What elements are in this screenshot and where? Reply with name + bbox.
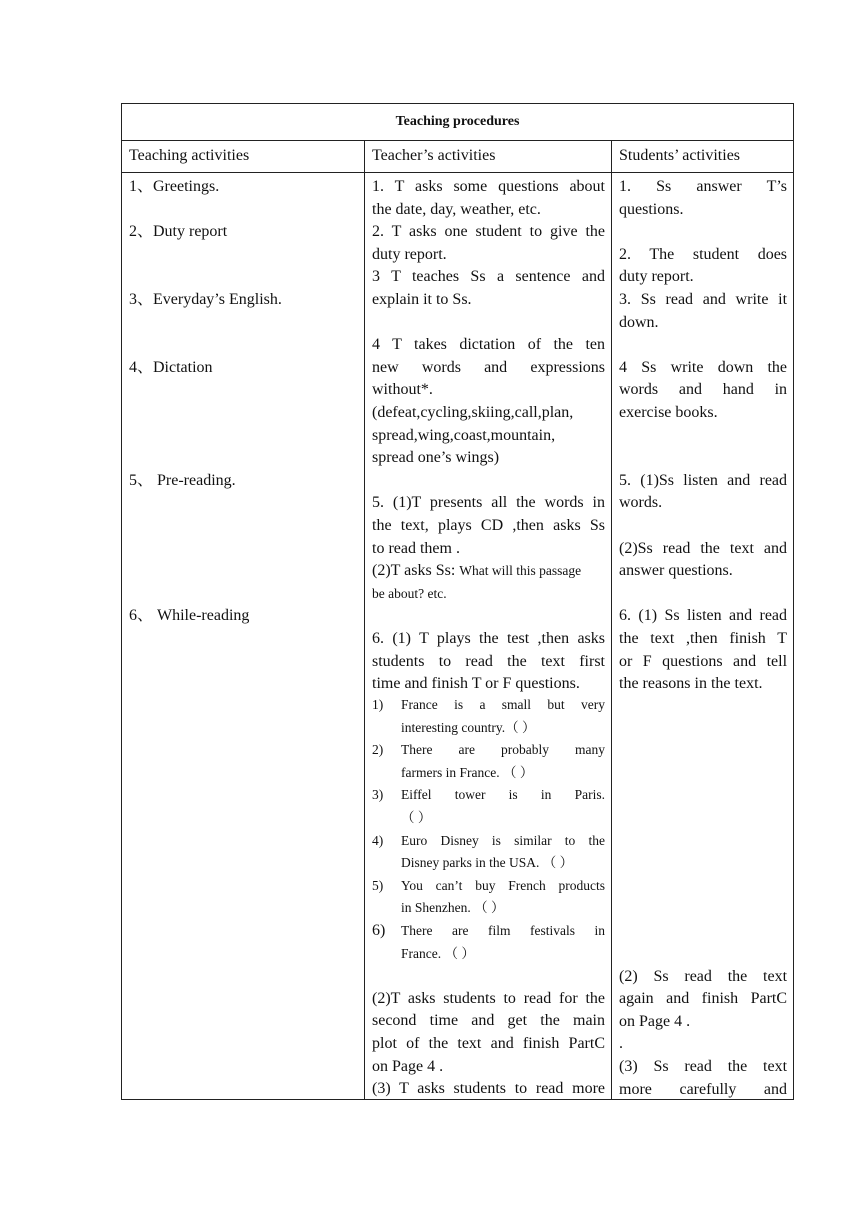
teacher-line-part: (2)T asks Ss: [372,562,460,580]
step-everydays-english: 3、Everyday’s English. [129,291,282,308]
teacher-question-line [372,560,605,583]
teacher-line: time and finish T or F questions. [372,675,580,693]
student-line: words and hand in [619,381,788,399]
teacher-line: the text, plays CD ,then asks Ss [372,517,605,534]
tf-text: Euro Disney is similar to the [401,832,605,848]
tf-number: 4) [372,832,384,848]
teacher-line: on Page 4 . [372,1057,444,1075]
teacher-line: be about? etc. [372,585,447,601]
step-dictation: 4、Dictation [129,359,213,376]
teacher-line: plot of the text and finish PartC [372,1035,605,1052]
teacher-line: students to read the text first [372,652,605,670]
teachers-activities-column [365,173,612,1100]
teacher-line: to read them . [372,539,460,557]
teacher-line: second time and get the main [372,1012,605,1030]
teacher-line: duty report. [372,245,447,263]
student-line: 3. Ss read and write it [619,291,788,308]
teacher-line: spread one’s wings) [372,449,500,467]
step-greetings: 1、Greetings. [129,178,220,195]
student-line: the reasons in the text. [619,675,763,693]
step-while-reading: 6、 While-reading [129,607,250,624]
student-line: 4 Ss write down the [619,358,788,376]
header-students-activities: Students’ activities [612,141,794,173]
teacher-line: 6. (1) T plays the test ,then asks [372,630,605,647]
student-line: on Page 4 . [619,1012,691,1030]
tf-text: interesting country.（ ） [401,719,536,735]
tf-number: 5) [372,877,384,893]
teacher-line: 1. T asks some questions about [372,178,605,195]
teacher-line-part: What will this passage [459,563,582,579]
student-line: questions. [619,200,684,218]
header-teachers-activities: Teacher’s activities [365,141,612,173]
tf-text: Eiffel tower is in Paris. [401,787,605,803]
student-line: exercise books. [619,404,718,421]
student-line: down. [619,313,659,331]
teacher-line: 2. T asks one student to give the [372,223,605,241]
teacher-line: 4 T takes dictation of the ten [372,336,605,354]
teaching-procedures-sheet [121,103,793,1100]
student-line: 1. Ss answer T’s [619,178,788,195]
student-line: (3) Ss read the text [619,1058,788,1075]
teacher-line: the date, day, weather, etc. [372,200,541,218]
teacher-line: explain it to Ss. [372,291,472,308]
students-activities-column [612,173,794,1100]
student-line: answer questions. [619,562,733,580]
table-title: Teaching procedures [122,104,794,141]
teacher-line: (2)T asks students to read for the [372,989,605,1007]
student-line: more carefully and [619,1080,788,1098]
teacher-line: spread,wing,coast,mountain, [372,426,556,444]
tf-text: There are film festivals in [401,923,605,938]
student-line: (2) Ss read the text [619,967,788,985]
tf-text: There are probably many [401,742,605,758]
teacher-line: (defeat,cycling,skiing,call,plan, [372,404,574,421]
teacher-line: without*. [372,381,433,399]
teaching-procedures-table [121,103,794,1100]
teacher-line: 3 T teaches Ss a sentence and [372,268,605,286]
tf-text: France is a small but very [401,697,605,712]
student-line: words. [619,494,663,512]
step-duty-report: 2、Duty report [129,223,228,240]
teacher-line: new words and expressions [372,358,605,376]
student-line: 5. (1)Ss listen and read [619,471,788,489]
student-line: again and finish PartC [619,990,788,1008]
header-teaching-activities: Teaching activities [122,141,365,173]
student-line: 2. The student does [619,245,788,263]
tf-text: Disney parks in the USA. （ ） [401,855,574,871]
student-line: (2)Ss read the text and [619,539,788,557]
tf-number: 1) [372,697,384,712]
tf-text: in Shenzhen. （ ） [401,900,505,916]
student-line: the text ,then finish T [619,630,788,647]
student-line: or F questions and tell [619,652,788,670]
teaching-activities-column [122,173,365,1100]
tf-number: 6) [372,922,386,939]
tf-text: farmers in France. （ ） [401,764,534,780]
tf-text: （ ） [401,810,432,825]
student-line: . [619,1035,623,1053]
teacher-line: (3) T asks students to read more [372,1080,605,1098]
step-pre-reading: 5、 Pre-reading. [129,472,236,489]
teacher-line: 5. (1)T presents all the words in [372,494,605,512]
student-line: duty report. [619,268,694,286]
tf-number: 2) [372,742,384,758]
tf-text: France. （ ） [401,945,475,961]
student-line: 6. (1) Ss listen and read [619,607,788,625]
tf-text: You can’t buy French products [401,877,605,893]
tf-number: 3) [372,787,384,803]
